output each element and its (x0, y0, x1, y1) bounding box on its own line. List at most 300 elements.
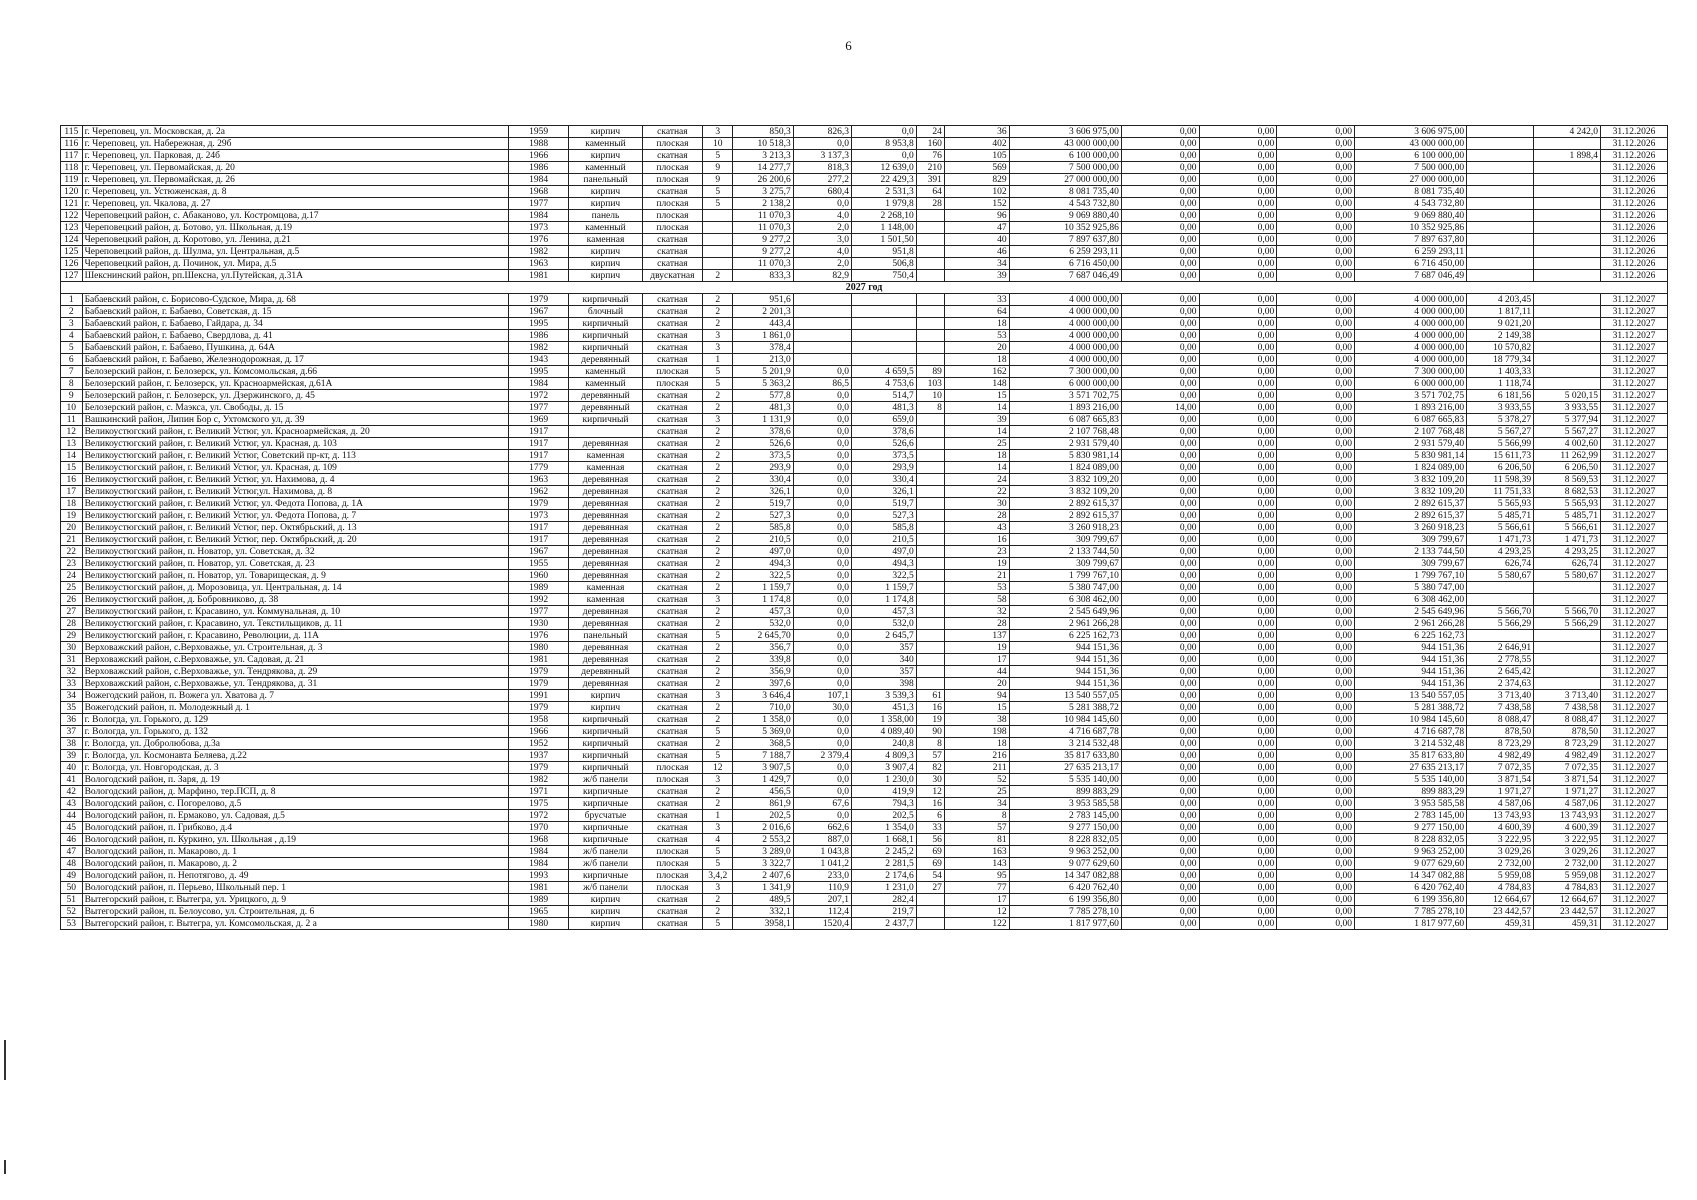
table-cell: 1 (703, 354, 733, 366)
table-cell: плоская (642, 774, 702, 786)
table-cell: 31.12.2027 (1600, 294, 1667, 306)
table-cell: 944 151,36 (1009, 666, 1121, 678)
table-cell: 10 570,82 (1467, 342, 1534, 354)
table-cell: 1 501,50 (852, 234, 917, 246)
table-cell: 0,00 (1121, 378, 1199, 390)
table-cell (569, 426, 642, 438)
table-cell: скатная (642, 126, 702, 138)
table-cell: 1 824 089,00 (1354, 462, 1466, 474)
table-cell: 13 743,93 (1467, 810, 1534, 822)
table-cell: г. Череповец, ул. Московская, д. 2а (82, 126, 508, 138)
table-cell: 31.12.2026 (1600, 162, 1667, 174)
table-cell: 0,00 (1121, 498, 1199, 510)
table-cell: 102 (944, 186, 1009, 198)
table-cell (916, 546, 944, 558)
table-cell: 0,00 (1121, 822, 1199, 834)
table-cell: 2 107 768,48 (1354, 426, 1466, 438)
table-cell: 4 982,49 (1467, 750, 1534, 762)
table-cell: 0,00 (1121, 258, 1199, 270)
table-cell: 25 (944, 786, 1009, 798)
table-cell: 31.12.2027 (1600, 762, 1667, 774)
table-row (61, 378, 1668, 390)
table-cell (916, 258, 944, 270)
table-cell: 31.12.2027 (1600, 870, 1667, 882)
table-cell (1534, 342, 1601, 354)
table-cell: 951,6 (733, 294, 793, 306)
table-cell: 356,9 (733, 666, 793, 678)
table-cell: 9 077 629,60 (1009, 858, 1121, 870)
table-cell: 15 (944, 702, 1009, 714)
table-cell: каменный (569, 138, 642, 150)
table-cell: плоская (642, 198, 702, 210)
table-cell: 0,00 (1199, 234, 1277, 246)
table-cell: 39 (944, 270, 1009, 282)
table-cell: 0,0 (793, 438, 851, 450)
table-cell: 577,8 (733, 390, 793, 402)
table-cell: 1 429,7 (733, 774, 793, 786)
table-cell: 0,00 (1277, 402, 1355, 414)
table-row (61, 138, 1668, 150)
table-cell: 6 206,50 (1534, 462, 1601, 474)
table-cell: 1981 (508, 270, 568, 282)
table-cell: 0,00 (1199, 570, 1277, 582)
table-cell: 0,00 (1121, 834, 1199, 846)
table-cell: 31.12.2027 (1600, 894, 1667, 906)
table-cell (916, 318, 944, 330)
table-cell: 25 (61, 582, 83, 594)
table-cell: 9 069 880,40 (1009, 210, 1121, 222)
table-cell: 0,00 (1199, 210, 1277, 222)
table-cell (916, 618, 944, 630)
table-cell: Верховажский район, с.Верховажье, ул. Садовая, д. 21 (82, 654, 508, 666)
table-cell: 1977 (508, 606, 568, 618)
table-cell: 0,00 (1199, 222, 1277, 234)
table-cell: 118 (61, 162, 83, 174)
table-cell: 9 963 252,00 (1354, 846, 1466, 858)
table-cell: 0,00 (1199, 330, 1277, 342)
table-cell: кирпичные (569, 798, 642, 810)
table-cell: скатная (642, 678, 702, 690)
table-cell: Великоустюгский район, п. Новатор, ул. Советская, д. 32 (82, 546, 508, 558)
table-cell: 9 021,20 (1467, 318, 1534, 330)
table-cell: 216 (944, 750, 1009, 762)
table-cell: 15 (61, 462, 83, 474)
table-cell: деревянная (569, 678, 642, 690)
table-cell: 47 (944, 222, 1009, 234)
table-cell: Великоустюгский район, г. Великий Устюг, ул. Федота Попова, д. 1А (82, 498, 508, 510)
table-cell: 3 933,55 (1467, 402, 1534, 414)
table-cell: 826,3 (793, 126, 851, 138)
table-cell: 0,00 (1277, 234, 1355, 246)
table-row (61, 738, 1668, 750)
table-cell: 4 587,06 (1467, 798, 1534, 810)
table-row (61, 498, 1668, 510)
table-cell: каменный (569, 162, 642, 174)
table-cell: 373,5 (733, 450, 793, 462)
table-cell: 2 (703, 546, 733, 558)
table-cell: 5 369,0 (733, 726, 793, 738)
table-cell: 0,00 (1199, 858, 1277, 870)
table-cell (916, 582, 944, 594)
table-row (61, 678, 1668, 690)
table-cell: 15 611,73 (1467, 450, 1534, 462)
table-cell: 21 (944, 570, 1009, 582)
table-cell: 419,9 (852, 786, 917, 798)
table-cell: 0,00 (1199, 414, 1277, 426)
table-cell: 56 (916, 834, 944, 846)
table-row (61, 318, 1668, 330)
table-cell (916, 222, 944, 234)
table-cell: 2 (703, 438, 733, 450)
table-cell: 44 (61, 810, 83, 822)
table-cell: 1917 (508, 426, 568, 438)
table-row (61, 714, 1668, 726)
table-cell: 27 (916, 882, 944, 894)
table-cell: 899 883,29 (1009, 786, 1121, 798)
table-cell: 0,00 (1121, 438, 1199, 450)
table-cell: скатная (642, 642, 702, 654)
table-cell: 0,00 (1121, 294, 1199, 306)
table-cell (1534, 654, 1601, 666)
table-cell: 4 000 000,00 (1354, 306, 1466, 318)
table-cell: 2 (703, 798, 733, 810)
table-cell: 31.12.2027 (1600, 846, 1667, 858)
table-cell: 31.12.2027 (1600, 318, 1667, 330)
table-cell: 0,0 (852, 150, 917, 162)
table-cell: 0,00 (1277, 534, 1355, 546)
table-cell: 818,3 (793, 162, 851, 174)
table-cell: г. Череповец, ул. Устюженская, д. 8 (82, 186, 508, 198)
table-cell: 497,0 (852, 546, 917, 558)
table-cell: 9 (703, 174, 733, 186)
table-cell: Верховажский район, с.Верховажье, ул. Тендрякова, д. 31 (82, 678, 508, 690)
table-cell: 210,5 (852, 534, 917, 546)
table-cell (703, 222, 733, 234)
table-cell: 0,00 (1277, 786, 1355, 798)
table-cell: 1917 (508, 438, 568, 450)
table-cell: 3 275,7 (733, 186, 793, 198)
table-cell: 4 000 000,00 (1009, 354, 1121, 366)
table-cell: 4 716 687,78 (1354, 726, 1466, 738)
table-cell (916, 294, 944, 306)
table-cell (703, 234, 733, 246)
table-cell: 34 (61, 690, 83, 702)
table-cell: 0,00 (1277, 450, 1355, 462)
table-cell: 4 293,25 (1467, 546, 1534, 558)
table-cell: 357 (852, 666, 917, 678)
table-cell: 0,00 (1199, 606, 1277, 618)
table-cell (852, 294, 917, 306)
table-cell: 0,00 (1199, 666, 1277, 678)
table-cell: 878,50 (1534, 726, 1601, 738)
table-cell: 76 (916, 150, 944, 162)
table-cell: скатная (642, 510, 702, 522)
table-cell: 12 (944, 906, 1009, 918)
table-cell: 8 088,47 (1467, 714, 1534, 726)
table-cell (916, 426, 944, 438)
table-cell: кирпичный (569, 714, 642, 726)
table-cell: 1984 (508, 210, 568, 222)
table-cell: 6 181,56 (1467, 390, 1534, 402)
table-cell: 1988 (508, 138, 568, 150)
table-cell: каменная (569, 234, 642, 246)
table-cell: Великоустюгский район, п. Новатор, ул. Советская, д. 23 (82, 558, 508, 570)
table-cell: 0,00 (1199, 510, 1277, 522)
table-cell: 526,6 (852, 438, 917, 450)
table-cell: 0,00 (1199, 762, 1277, 774)
table-cell: 14 (61, 450, 83, 462)
table-cell: 457,3 (733, 606, 793, 618)
table-cell: 96 (944, 210, 1009, 222)
table-row (61, 390, 1668, 402)
table-cell: 2 (703, 738, 733, 750)
table-cell: 23 442,57 (1467, 906, 1534, 918)
table-cell: 9 963 252,00 (1009, 846, 1121, 858)
table-cell: 3 214 532,48 (1009, 738, 1121, 750)
table-cell: 5 281 388,72 (1354, 702, 1466, 714)
table-cell: 0,0 (793, 426, 851, 438)
table-cell: 46 (61, 834, 83, 846)
table-cell: 5 566,99 (1467, 438, 1534, 450)
table-cell: 46 (944, 246, 1009, 258)
table-cell: 8 088,47 (1534, 714, 1601, 726)
table-cell: 0,00 (1121, 462, 1199, 474)
table-row (61, 258, 1668, 270)
table-cell: скатная (642, 594, 702, 606)
table-cell: 0,00 (1199, 654, 1277, 666)
table-cell: 107,1 (793, 690, 851, 702)
table-cell: 27 635 213,17 (1354, 762, 1466, 774)
table-cell: 451,3 (852, 702, 917, 714)
table-cell (793, 294, 851, 306)
table-cell: 2 545 649,96 (1354, 606, 1466, 618)
table-cell: 2 531,3 (852, 186, 917, 198)
table-cell: кирпич (569, 246, 642, 258)
table-cell: г. Вологда, ул. Новгородская, д. 3 (82, 762, 508, 774)
table-cell: скатная (642, 450, 702, 462)
table-cell: 0,00 (1121, 366, 1199, 378)
table-cell: 3 289,0 (733, 846, 793, 858)
table-cell: 2 281,5 (852, 858, 917, 870)
table-cell (1534, 306, 1601, 318)
table-cell: 378,6 (852, 426, 917, 438)
table-cell: кирпичные (569, 870, 642, 882)
table-cell: 103 (916, 378, 944, 390)
table-cell: 3 (703, 594, 733, 606)
table-cell: деревянная (569, 522, 642, 534)
table-cell: 378,4 (733, 342, 793, 354)
table-cell: 2 (703, 570, 733, 582)
table-row (61, 474, 1668, 486)
table-cell: 3 953 585,58 (1009, 798, 1121, 810)
table-cell: 1969 (508, 414, 568, 426)
table-cell: 31.12.2026 (1600, 138, 1667, 150)
table-cell: 4 203,45 (1467, 294, 1534, 306)
table-cell: 31.12.2026 (1600, 258, 1667, 270)
table-cell: 282,4 (852, 894, 917, 906)
table-cell (1467, 234, 1534, 246)
table-cell: 9 277 150,00 (1354, 822, 1466, 834)
table-cell: 31.12.2027 (1600, 342, 1667, 354)
table-cell: 27 635 213,17 (1009, 762, 1121, 774)
table-cell: 1963 (508, 474, 568, 486)
table-cell: Великоустюгский район, г. Красавино, ул. Коммунальная, д. 10 (82, 606, 508, 618)
table-cell: 944 151,36 (1009, 654, 1121, 666)
table-cell: 368,5 (733, 738, 793, 750)
table-cell: скатная (642, 810, 702, 822)
table-cell: каменный (569, 378, 642, 390)
table-cell (916, 210, 944, 222)
table-cell: 33 (61, 678, 83, 690)
table-row (61, 534, 1668, 546)
table-row (61, 486, 1668, 498)
table-cell: Вологодский район, п. Грибково, д.4 (82, 822, 508, 834)
table-cell: 0,00 (1121, 642, 1199, 654)
table-cell (1534, 234, 1601, 246)
table-cell: 2 (703, 486, 733, 498)
table-cell: 5 363,2 (733, 378, 793, 390)
table-cell: каменный (569, 366, 642, 378)
table-cell: 0,00 (1121, 354, 1199, 366)
table-cell: 3 871,54 (1534, 774, 1601, 786)
table-cell: 2 379,4 (793, 750, 851, 762)
table-cell: 4 000 000,00 (1009, 306, 1121, 318)
table-cell: 0,0 (793, 630, 851, 642)
table-cell: 0,00 (1277, 558, 1355, 570)
table-cell: 0,00 (1277, 714, 1355, 726)
table-cell (1534, 186, 1601, 198)
table-cell: 0,00 (1121, 798, 1199, 810)
table-cell: 3 571 702,75 (1354, 390, 1466, 402)
table-cell: Бабаевский район, г. Бабаево, Советская, д. 15 (82, 306, 508, 318)
table-cell: 0,00 (1277, 270, 1355, 282)
table-cell: 5 (703, 846, 733, 858)
table-cell: 7 500 000,00 (1354, 162, 1466, 174)
table-cell: 31.12.2027 (1600, 906, 1667, 918)
section-2027 (61, 282, 1668, 294)
table-cell: 0,00 (1121, 690, 1199, 702)
table-row (61, 450, 1668, 462)
table-cell: 1 043,8 (793, 846, 851, 858)
table-cell: 6 225 162,73 (1009, 630, 1121, 642)
table-cell: 7 500 000,00 (1009, 162, 1121, 174)
table-cell: 16 (916, 798, 944, 810)
table-cell (852, 330, 917, 342)
table-cell: 3 260 918,23 (1009, 522, 1121, 534)
table-cell: Бабаевский район, г. Бабаево, Свердлова, д. 41 (82, 330, 508, 342)
table-cell: 28 (944, 510, 1009, 522)
table-cell: 0,00 (1121, 426, 1199, 438)
table-cell: 1967 (508, 546, 568, 558)
table-cell: 1971 (508, 786, 568, 798)
table-cell: 402 (944, 138, 1009, 150)
table-cell: скатная (642, 498, 702, 510)
table-cell: 356,7 (733, 642, 793, 654)
table-cell: 13 (61, 438, 83, 450)
table-cell: 5 201,9 (733, 366, 793, 378)
table-cell: 0,00 (1121, 510, 1199, 522)
table-cell: 1 817,11 (1467, 306, 1534, 318)
table-cell: Белозерский район, г. Белозерск, ул. Комсомольская, д.66 (82, 366, 508, 378)
table-cell: 0,00 (1199, 786, 1277, 798)
table-cell: 31.12.2027 (1600, 618, 1667, 630)
table-cell: 1 817 977,60 (1009, 918, 1121, 930)
table-cell: 0,00 (1199, 270, 1277, 282)
table-cell: 13 540 557,05 (1354, 690, 1466, 702)
table-cell: 202,5 (852, 810, 917, 822)
table-cell: 6 100 000,00 (1009, 150, 1121, 162)
table-cell: Верховажский район, с.Верховажье, ул. Тендрякова, д. 29 (82, 666, 508, 678)
table-cell: скатная (642, 318, 702, 330)
table-cell: 4 753,6 (852, 378, 917, 390)
table-cell: 0,00 (1121, 546, 1199, 558)
table-cell: 0,0 (793, 546, 851, 558)
table-cell: 4 543 732,80 (1009, 198, 1121, 210)
table-cell: 4 (61, 330, 83, 342)
table-cell: 0,00 (1121, 558, 1199, 570)
table-cell: 35 817 633,80 (1009, 750, 1121, 762)
table-cell: 23 (61, 558, 83, 570)
table-cell: 0,00 (1277, 462, 1355, 474)
table-cell: 0,00 (1277, 354, 1355, 366)
table-cell: 11 262,99 (1534, 450, 1601, 462)
table-cell: 17 (61, 486, 83, 498)
table-row (61, 798, 1668, 810)
table-cell: 0,00 (1121, 210, 1199, 222)
table-cell: 42 (61, 786, 83, 798)
table-cell (1467, 222, 1534, 234)
table-cell: скатная (642, 486, 702, 498)
table-cell: скатная (642, 798, 702, 810)
table-cell: 2 (703, 450, 733, 462)
table-cell: 2 646,91 (1467, 642, 1534, 654)
table-cell: 1 979,8 (852, 198, 917, 210)
table-cell: 0,00 (1277, 798, 1355, 810)
table-cell: 5 566,29 (1534, 618, 1601, 630)
table-cell: 2 (703, 474, 733, 486)
table-cell: 7 300 000,00 (1354, 366, 1466, 378)
table-cell: 31.12.2027 (1600, 438, 1667, 450)
table-cell: 457,3 (852, 606, 917, 618)
table-cell: 4 (703, 834, 733, 846)
table-cell: 0,00 (1277, 426, 1355, 438)
table-cell: 0,00 (1121, 474, 1199, 486)
table-cell: 1977 (508, 198, 568, 210)
table-cell: 90 (916, 726, 944, 738)
table-cell: 1 893 216,00 (1009, 402, 1121, 414)
table-cell: 2 174,6 (852, 870, 917, 882)
table-cell: 2 (703, 306, 733, 318)
table-cell: 1979 (508, 294, 568, 306)
table-cell: 340 (852, 654, 917, 666)
table-cell: 4 716 687,78 (1009, 726, 1121, 738)
table-cell: 4 000 000,00 (1009, 318, 1121, 330)
table-cell: 122 (944, 918, 1009, 930)
table-cell: 51 (61, 894, 83, 906)
table-cell: 31.12.2027 (1600, 798, 1667, 810)
table-cell: 38 (61, 738, 83, 750)
table-cell: 2 133 744,50 (1354, 546, 1466, 558)
table-cell (916, 570, 944, 582)
table-cell (916, 678, 944, 690)
table-cell: 219,7 (852, 906, 917, 918)
table-cell: 526,6 (733, 438, 793, 450)
table-cell: г. Вологда, ул. Горького, д. 132 (82, 726, 508, 738)
table-cell: 330,4 (852, 474, 917, 486)
table-cell: скатная (642, 606, 702, 618)
table-cell (1467, 174, 1534, 186)
table-cell: 459,31 (1534, 918, 1601, 930)
